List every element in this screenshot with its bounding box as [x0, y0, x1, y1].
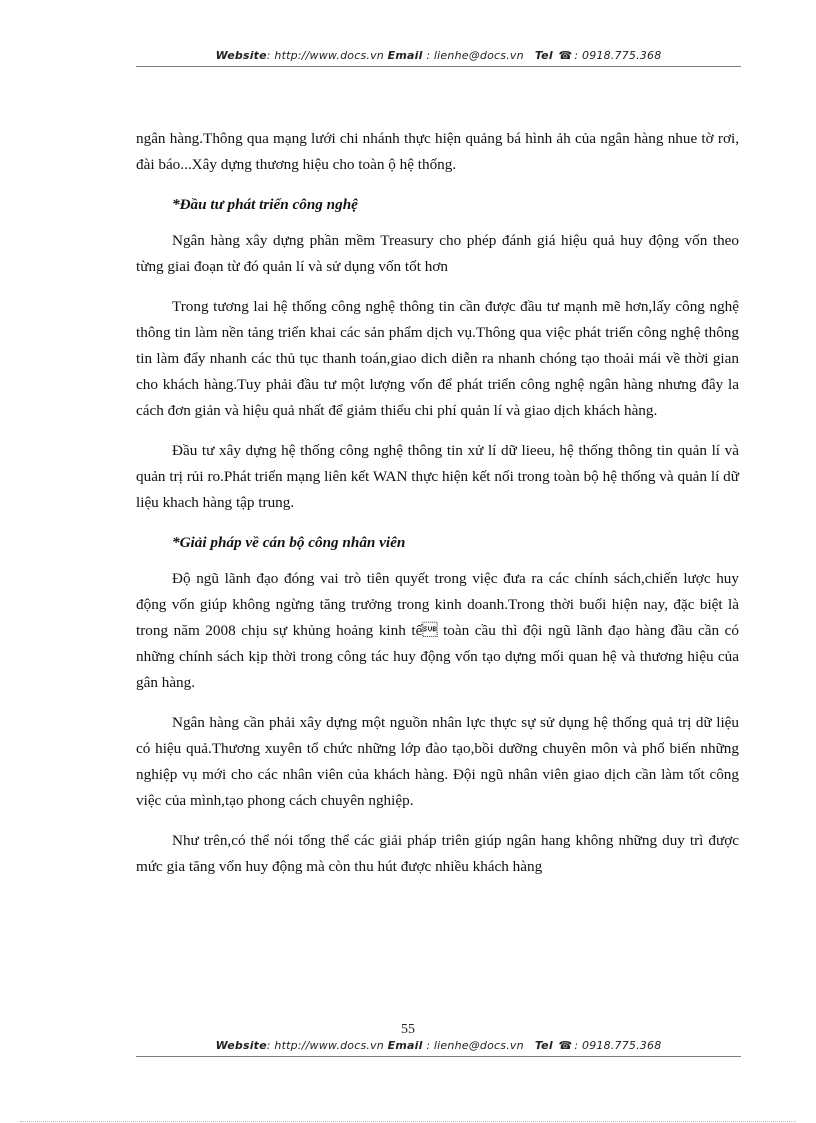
page-bottom-divider [20, 1121, 796, 1122]
header-tel-value: : 0918.775.368 [574, 49, 662, 62]
paragraph-5: Độ ngũ lãnh đạo đóng vai trò tiên quyết trong việc đưa ra các chính sách,chiến lược huy động vốn giúp không ngừng tăng trưởng trong kinh doanh.Trong thời buổi hiện nay, đặc biệt là trong năm 2008 chịu sự khủng hoảng kinh tế toàn cầu thì đội ngũ lãnh đạo hàng đầu cần có những chính sách kịp thời trong công tác huy động vốn tạo dựng mối quan hệ và thương hiệu của gân hàng. [136, 570, 739, 691]
telephone-icon: ☎ [558, 1039, 573, 1052]
page-header [136, 49, 741, 62]
header-email-label: Email [387, 49, 423, 62]
paragraph-2: Ngân hàng xây dựng phần mềm Treasury cho phép đánh giá hiệu quả huy động vốn theo từng giai đoạn từ đó quản lí và sử dụng vốn tốt hơn [136, 232, 739, 275]
footer-email-label: Email [387, 1039, 423, 1052]
header-rule [136, 66, 741, 67]
telephone-icon: ☎ [558, 49, 573, 62]
section-heading-technology: *Đầu tư phát triển công nghệ [172, 196, 358, 213]
footer-website-label: Website [215, 1039, 267, 1052]
section-heading-staff: *Giải pháp về cán bộ công nhân viên [172, 534, 406, 551]
footer-rule [136, 1056, 741, 1057]
paragraph-6: Ngân hàng cần phải xây dựng một nguồn nhân lực thực sự sử dụng hệ thống quả trị dữ liệu có hiệu quả.Thương xuyên tổ chức những lớp đào tạo,bồi dưỡng chuyên môn và phổ biến những nghiệp vụ mới cho các nhân viên của khách hàng. Đội ngũ nhân viên giao dịch cần làm tốt công việc của mình,tạo phong cách chuyên nghiệp. [136, 714, 739, 809]
footer-tel-value: : 0918.775.368 [574, 1039, 662, 1052]
header-website-value: : http://www.docs.vn [266, 49, 384, 62]
header-email-value: : lienhe@docs.vn [426, 49, 524, 62]
header-website-label: Website [215, 49, 267, 62]
footer-email-value: : lienhe@docs.vn [426, 1039, 524, 1052]
paragraph-4: Đầu tư xây dựng hệ thống công nghệ thông tin xử lí dữ lieeu, hệ thống thông tin quản lí và quản trị rủi ro.Phát triển mạng liên kết WAN thực hiện kết nối trong toàn bộ hệ thống và quản lí dữ liệu khach hàng tập trung. [136, 442, 739, 511]
page-footer [136, 1039, 741, 1052]
paragraph-1: ngân hàng.Thông qua mạng lưới chi nhánh thực hiện quảng bá hình ảh của ngân hàng nhue tờ rơi, đài báo...Xây dựng thương hiệu cho toàn ộ hệ thống. [136, 130, 739, 173]
footer-tel-label: Tel [534, 1039, 553, 1052]
body-text [136, 126, 739, 894]
header-tel-label: Tel [534, 49, 553, 62]
paragraph-7: Như trên,có thể nói tổng thể các giải pháp triên giúp ngân hang không những duy trì được mức gia tăng vốn huy động mà còn thu hút được nhiều khách hàng [136, 832, 739, 875]
page-number: 55 [401, 1022, 415, 1037]
footer-website-value: : http://www.docs.vn [266, 1039, 384, 1052]
paragraph-3: Trong tương lai hệ thống công nghệ thông tin cần được đầu tư mạnh mẽ hơn,lấy công nghệ thông tin làm nền tảng triển khai các sản phẩm dịch vụ.Thông qua việc phát triển công nghệ thông tin làm đẩy nhanh các thủ tục thanh toán,giao dich diễn ra nhanh chóng tạo thoải mái về thời gian cho khách hàng.Tuy phải đầu tư một lượng vốn để phát triển công nghệ ngân hàng nhưng đây la cách đơn giản và hiệu quả nhất để giảm thiểu chi phí quản lí và giao dịch khách hàng. [136, 298, 739, 419]
